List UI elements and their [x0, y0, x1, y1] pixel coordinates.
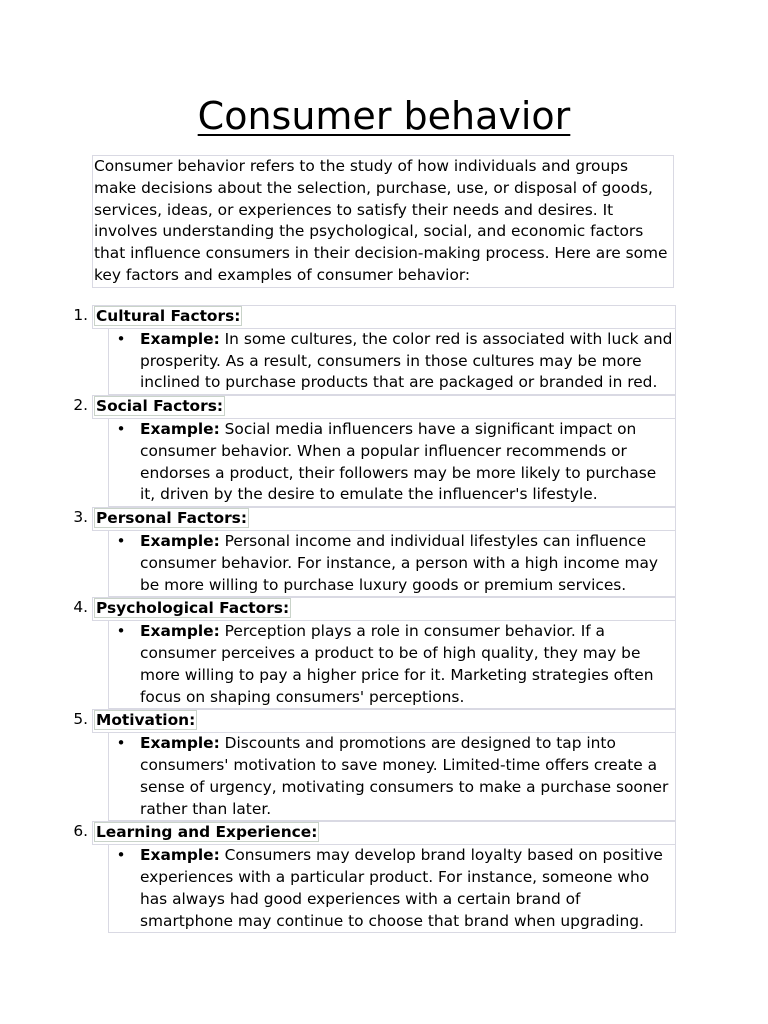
example-text: Perception plays a role in consumer behavior. If a consumer perceives a product to be of high quality, they may be more willing to pay a higher price for it. Marketing strategies often focus on shaping consumers' perceptions.: [140, 622, 654, 706]
item-heading: [92, 821, 676, 845]
bullet-icon: •: [116, 419, 126, 438]
example-label: Example:: [140, 846, 220, 865]
example-label: Example:: [140, 419, 220, 438]
example-label: Example:: [140, 531, 220, 550]
list-item: [60, 709, 680, 821]
bullet-icon: •: [116, 734, 126, 753]
item-example: [108, 531, 676, 597]
bullet-icon: •: [116, 622, 126, 641]
intro-paragraph: Consumer behavior refers to the study of how individuals and groups make decisions about the selection, purchase, use, or disposal of goods, services, ideas, or experiences to satisfy their needs and desires. It involves understanding the psychological, social, and economic factors that influence consumers in their decision-making process. Here are some key factors and examples of consumer behavior:: [92, 155, 674, 288]
item-heading-text: Motivation:: [96, 711, 196, 730]
item-heading: [92, 507, 676, 531]
item-heading: [92, 395, 676, 419]
list-item: [60, 597, 680, 709]
item-heading-text: Learning and Experience:: [96, 823, 318, 842]
item-number: 6.: [73, 822, 88, 841]
item-example: [108, 621, 676, 709]
item-heading: [92, 709, 676, 733]
document-title-text: Consumer behavior: [197, 94, 571, 138]
item-number: 5.: [73, 710, 88, 729]
bullet-icon: •: [116, 846, 126, 865]
list-item: [60, 507, 680, 597]
list-item: [60, 821, 680, 933]
bullet-icon: •: [116, 531, 126, 550]
item-number: 2.: [73, 396, 88, 415]
example-text: Social media influencers have a significant impact on consumer behavior. When a popular influencer recommends or endorses a product, their followers may be more likely to purchase it, driven by the desire to emulate the influencer's lifestyle.: [140, 419, 657, 504]
item-example: [108, 419, 676, 507]
item-heading: [92, 597, 676, 621]
item-example: [108, 845, 676, 933]
item-heading-text: Personal Factors:: [96, 509, 247, 528]
item-example: [108, 329, 676, 395]
item-number: 3.: [73, 508, 88, 527]
item-heading: [92, 305, 676, 329]
example-text: Discounts and promotions are designed to tap into consumers' motivation to save money. Limited-time offers create a sense of urgency, motivating consumers to make a purchase sooner rather than later.: [140, 734, 669, 818]
bullet-icon: •: [116, 329, 126, 348]
item-heading-text: Cultural Factors:: [96, 307, 241, 325]
factor-list: [60, 305, 680, 933]
example-label: Example:: [140, 622, 220, 641]
document-title: [0, 90, 768, 142]
example-text: Personal income and individual lifestyles can influence consumer behavior. For instance, a person with a high income may be more willing to purchase luxury goods or premium services.: [140, 531, 659, 594]
item-heading-text: Social Factors:: [96, 397, 224, 416]
example-label: Example:: [140, 329, 220, 348]
item-number: 4.: [73, 598, 88, 617]
list-item: [60, 395, 680, 507]
item-example: [108, 733, 676, 821]
example-label: Example:: [140, 734, 220, 753]
item-heading-text: Psychological Factors:: [96, 599, 290, 618]
example-text: In some cultures, the color red is associated with luck and prosperity. As a result, consumers in those cultures may be more inclined to purchase products that are packaged or branded in red.: [140, 329, 673, 392]
list-item: [60, 305, 680, 395]
item-number: 1.: [73, 306, 88, 324]
example-text: Consumers may develop brand loyalty based on positive experiences with a particular product. For instance, someone who has always had good experiences with a certain brand of smartphone may continue to choose that brand when upgrading.: [140, 846, 663, 930]
